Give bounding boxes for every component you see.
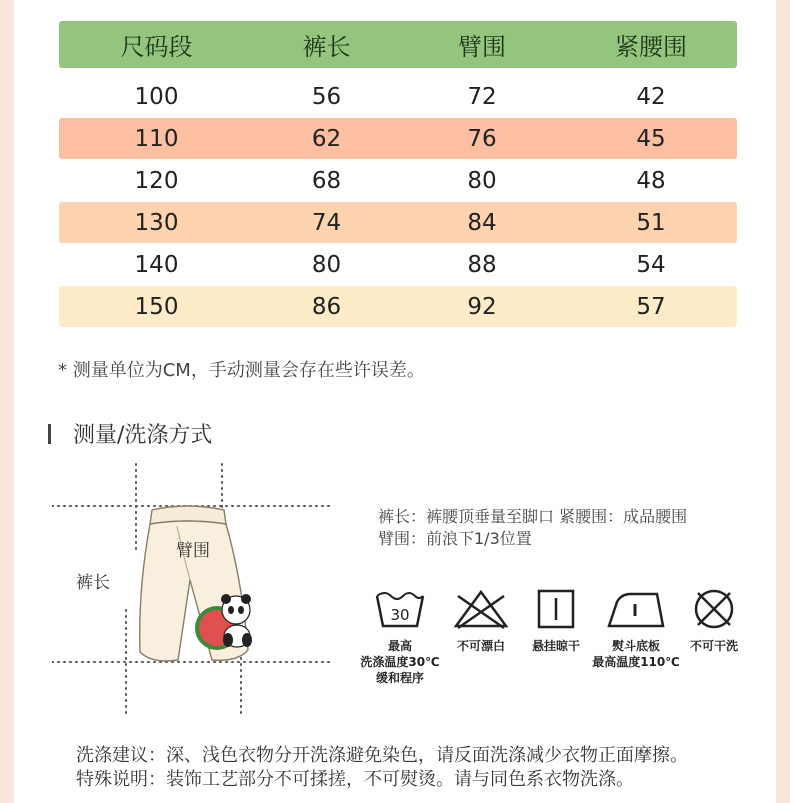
washing-special: 特殊说明：装饰工艺部分不可揉搓，不可熨烫。请与同色系衣物洗涤。 (76, 769, 634, 790)
header-length: 裤长 (302, 33, 351, 61)
wash-temp: 30 (390, 606, 410, 624)
table-cell: 130 (134, 209, 179, 236)
care-iron (586, 588, 686, 670)
hang-dry-icon (536, 588, 576, 630)
table-cell: 54 (636, 251, 666, 278)
pants-illustration (52, 460, 352, 720)
section-title (48, 418, 212, 449)
table-cell: 42 (636, 83, 666, 110)
table-cell: 74 (311, 209, 342, 236)
header-waist: 紧腰围 (615, 33, 687, 61)
care-caption (586, 638, 686, 670)
care-caption: 不可干洗 (689, 639, 738, 653)
table-row (59, 118, 737, 159)
table-cell: 72 (467, 83, 497, 110)
desc-line-2: 臂围：前浪下1/3位置 (378, 529, 532, 548)
title-bar (48, 424, 51, 444)
table-row (59, 286, 737, 327)
table-cell: 76 (467, 125, 497, 152)
table-row (59, 160, 737, 201)
page (14, 0, 776, 803)
measurement-note: * 测量单位为CM，手动测量会存在些许误差。 (58, 360, 425, 381)
table-cell: 68 (311, 167, 342, 194)
table-cell: 140 (134, 251, 179, 278)
table-row (59, 76, 737, 117)
care-no-bleach (446, 588, 516, 654)
care-caption-line: 缓和程序 (375, 671, 424, 685)
table-cell: 86 (311, 293, 342, 320)
table-cell: 120 (134, 167, 179, 194)
table-cell: 100 (134, 83, 179, 110)
iron-icon (605, 588, 667, 630)
care-caption-line: 洗涤温度30℃ (360, 655, 440, 669)
table-cell: 80 (311, 251, 342, 278)
table-cell: 51 (636, 209, 666, 236)
table-row (59, 202, 737, 243)
length-label: 裤长 (76, 573, 110, 593)
arm-label: 臂围 (176, 541, 210, 561)
header-arm: 臂围 (458, 33, 506, 61)
no-bleach-icon (452, 588, 510, 630)
care-caption-line: 最高温度110℃ (592, 655, 680, 669)
desc-line-1: 裤长：裤腰顶垂量至脚口 紧腰围：成品腰围 (378, 507, 688, 526)
wash-30-icon (373, 588, 427, 630)
care-caption-line: 最高 (387, 639, 412, 653)
size-table (59, 21, 737, 327)
table-cell: 110 (134, 125, 179, 152)
table-cell: 84 (467, 209, 497, 236)
care-caption-line: 熨斗底板 (611, 639, 660, 653)
section-title-text: 测量/洗涤方式 (73, 423, 213, 448)
care-caption (360, 638, 440, 686)
table-header-row (59, 21, 737, 68)
table-row (59, 244, 737, 285)
header-size: 尺码段 (120, 33, 193, 61)
care-hang-dry (526, 588, 586, 654)
table-cell: 48 (636, 167, 666, 194)
care-no-dry-clean (682, 588, 746, 654)
table-cell: 62 (311, 125, 342, 152)
table-cell: 56 (311, 83, 342, 110)
table-cell: 80 (467, 167, 497, 194)
table-cell: 150 (134, 293, 179, 320)
care-caption: 不可漂白 (456, 639, 505, 653)
care-wash (360, 588, 440, 686)
care-caption: 悬挂晾干 (531, 639, 580, 653)
no-dry-clean-icon (690, 588, 738, 630)
table-cell: 92 (467, 293, 497, 320)
washing-advice: 洗涤建议：深、浅色衣物分开洗涤避免染色，请反面洗涤减少衣物正面摩擦。 (76, 745, 688, 766)
table-cell: 45 (636, 125, 666, 152)
table-cell: 88 (467, 251, 497, 278)
table-cell: 57 (636, 293, 666, 320)
